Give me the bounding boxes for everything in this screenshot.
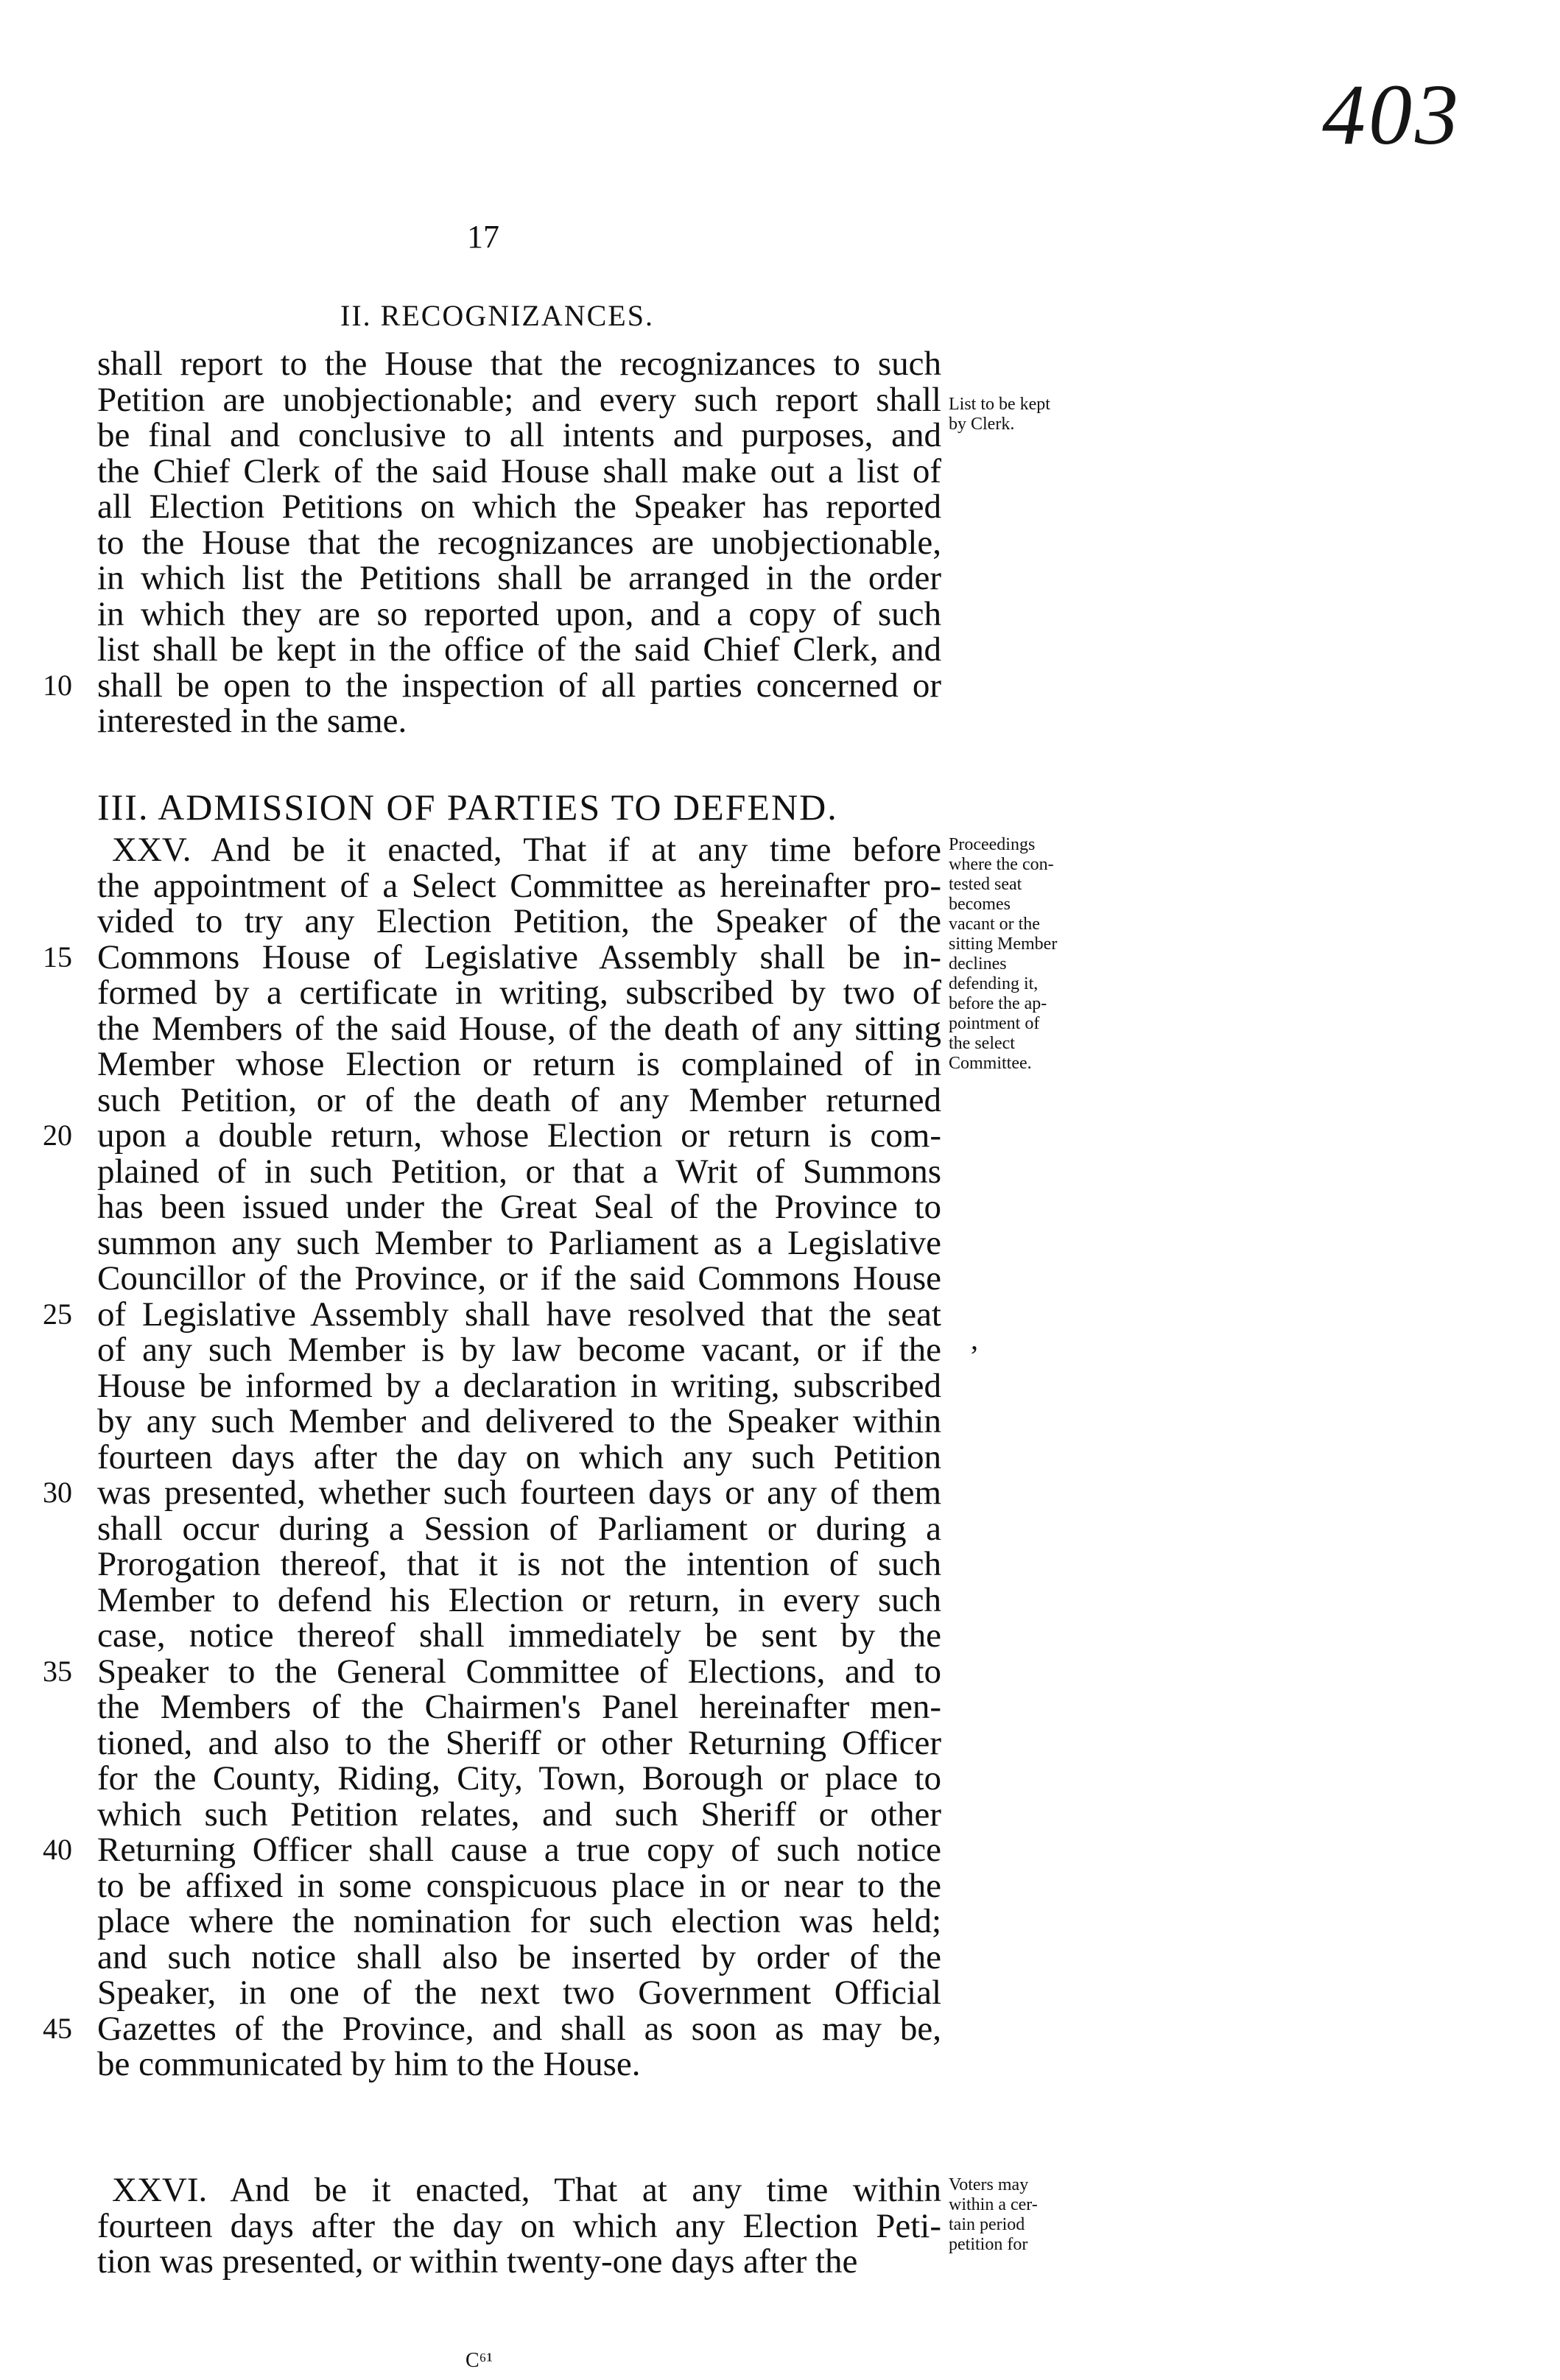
text-line bbox=[43, 937, 941, 976]
margin-note-line: pointment of bbox=[949, 1014, 1040, 1033]
margin-note-line: petition for bbox=[949, 2235, 1028, 2254]
text-line bbox=[97, 832, 941, 868]
text-line bbox=[97, 1368, 941, 1404]
line-text: plained of in such Petition, or that a Writ of Summons bbox=[97, 1152, 941, 1191]
text-line bbox=[97, 1618, 941, 1654]
line-text: which such Petition relates, and such Sheriff or other bbox=[97, 1795, 941, 1834]
text-line bbox=[97, 418, 941, 454]
line-text: such Petition, or of the death of any Member returned bbox=[97, 1080, 941, 1119]
line-text: in which list the Petitions shall be arranged in the order bbox=[97, 559, 941, 597]
margin-note-line: where the con- bbox=[949, 855, 1054, 874]
line-text: Commons House of Legislative Assembly shall be in- bbox=[97, 937, 941, 976]
line-number: 20 bbox=[43, 1119, 72, 1152]
margin-note-line: Committee. bbox=[949, 1054, 1032, 1073]
section-recognizances-text bbox=[43, 345, 1050, 740]
text-line bbox=[97, 1154, 941, 1190]
line-text: fourteen days after the day on which any such Petition bbox=[97, 1437, 941, 1476]
text-line bbox=[97, 1937, 941, 1976]
line-text: all Election Petitions on which the Speaker has reported bbox=[97, 487, 941, 526]
line-text: has been issued under the Great Seal of the Province to bbox=[97, 1188, 941, 1226]
line-text: XXVI. And be it enacted, That at any time within bbox=[112, 2171, 941, 2209]
text-line bbox=[97, 1332, 941, 1368]
line-text: shall be open to the inspection of all parties concerned or bbox=[97, 666, 941, 705]
margin-note-line: vacant or the bbox=[949, 915, 1040, 934]
text-line bbox=[97, 489, 941, 525]
margin-note-line: within a cer- bbox=[949, 2195, 1038, 2214]
catchword: C⁶¹ bbox=[465, 2349, 493, 2372]
line-text: the Members of the said House, of the death of any sitting bbox=[97, 1009, 941, 1048]
line-text: place where the nomination for such election was held; bbox=[97, 1902, 941, 1940]
line-text: interested in the same. bbox=[97, 702, 407, 740]
line-text: XXV. And be it enacted, That if at any time before bbox=[112, 831, 941, 869]
line-text: the Chief Clerk of the said House shall make out a list of bbox=[97, 451, 941, 490]
text-line bbox=[97, 703, 941, 739]
line-number: 10 bbox=[43, 668, 72, 702]
line-text: Returning Officer shall cause a true copy of such notice bbox=[97, 1831, 941, 1869]
text-line bbox=[43, 1831, 941, 1869]
text-line bbox=[97, 1511, 941, 1547]
stray-mark: , bbox=[971, 1323, 978, 1356]
margin-note bbox=[949, 395, 1096, 434]
line-text: summon any such Member to Parliament as a Legislative bbox=[97, 1223, 941, 1262]
text-line bbox=[97, 632, 941, 668]
line-text: the appointment of a Select Committee as hereinafter pro- bbox=[97, 866, 941, 905]
text-line bbox=[97, 2244, 941, 2280]
text-line bbox=[97, 1797, 941, 1833]
line-number: 30 bbox=[43, 1476, 72, 1509]
text-line bbox=[43, 1652, 941, 1691]
line-text: Member to defend his Election or return, in every such bbox=[97, 1580, 941, 1619]
margin-note bbox=[949, 2175, 1096, 2255]
text-line bbox=[97, 382, 941, 418]
text-line bbox=[97, 975, 941, 1011]
line-number: 35 bbox=[43, 1654, 72, 1688]
line-text: Member whose Election or return is complained of in bbox=[97, 1045, 941, 1083]
line-text: by any such Member and delivered to the Speaker within bbox=[97, 1402, 941, 1440]
text-line bbox=[97, 1546, 941, 1582]
text-line bbox=[97, 2208, 941, 2245]
margin-note-line: the select bbox=[949, 1034, 1015, 1053]
text-line bbox=[97, 868, 941, 904]
line-text: to be affixed in some conspicuous place in or near to the bbox=[97, 1866, 941, 1905]
line-number: 15 bbox=[43, 940, 72, 974]
text-line bbox=[97, 1189, 941, 1225]
line-text: be final and conclusive to all intents and purposes, and bbox=[97, 416, 941, 454]
text-line bbox=[97, 904, 941, 940]
line-text: Prorogation thereof, that it is not the intention of such bbox=[97, 1545, 941, 1583]
line-text: list shall be kept in the office of the said Chief Clerk, and bbox=[97, 630, 941, 669]
margin-note-line: defending it, bbox=[949, 974, 1039, 993]
text-line bbox=[97, 560, 941, 596]
text-line bbox=[43, 1295, 941, 1334]
text-line bbox=[97, 1761, 941, 1797]
margin-note-line: List to be kept bbox=[949, 395, 1050, 414]
line-text: Speaker, in one of the next two Government Official bbox=[97, 1974, 941, 2012]
section-xxvi-text bbox=[97, 2171, 1038, 2281]
text-line bbox=[97, 1046, 941, 1082]
text-line bbox=[97, 451, 941, 490]
text-line bbox=[97, 1225, 941, 1261]
line-text: fourteen days after the day on which any Election Peti- bbox=[97, 2206, 941, 2245]
line-text: to the House that the recognizances are unobjectionable, bbox=[97, 523, 941, 562]
line-text: upon a double return, whose Election or return is com- bbox=[97, 1116, 941, 1155]
text-line bbox=[97, 1904, 941, 1940]
margin-note-line: by Clerk. bbox=[949, 415, 1015, 434]
line-text: and such notice shall also be inserted by order of the bbox=[97, 1937, 941, 1976]
line-text: Councillor of the Province, or if the said Commons House bbox=[97, 1259, 941, 1298]
line-text: Gazettes of the Province, and shall as soon as may be, bbox=[97, 2009, 941, 2048]
text-line bbox=[97, 1011, 941, 1047]
text-line bbox=[43, 1116, 941, 1155]
text-line bbox=[97, 2046, 941, 2082]
text-line bbox=[97, 2172, 941, 2208]
text-line bbox=[97, 1437, 941, 1476]
margin-note bbox=[949, 835, 1096, 1074]
line-text: formed by a certificate in writing, subscribed by two of bbox=[97, 974, 941, 1012]
line-text: shall report to the House that the recognizances to such bbox=[97, 345, 941, 383]
line-text: Petition are unobjectionable; and every such report shall bbox=[97, 380, 941, 419]
text-line bbox=[97, 596, 941, 633]
line-text: the Members of the Chairmen's Panel hereinafter men- bbox=[97, 1688, 941, 1726]
text-line bbox=[97, 1082, 941, 1119]
line-text: tioned, and also to the Sheriff or other Returning Officer bbox=[97, 1723, 941, 1762]
line-text: in which they are so reported upon, and a copy of such bbox=[97, 594, 941, 633]
margin-note-line: becomes bbox=[949, 895, 1011, 914]
text-line bbox=[97, 1975, 941, 2011]
margin-note-line: Voters may bbox=[949, 2175, 1029, 2194]
section-heading-admission: III. ADMISSION OF PARTIES TO DEFEND. bbox=[97, 786, 838, 828]
folio-number: 403 bbox=[1322, 66, 1461, 163]
margin-note-line: tain period bbox=[949, 2215, 1025, 2234]
margin-note-line: before the ap- bbox=[949, 994, 1047, 1013]
margin-note-line: declines bbox=[949, 954, 1007, 974]
text-line bbox=[43, 1474, 941, 1512]
line-text: House be informed by a declaration in writing, subscribed bbox=[97, 1366, 941, 1405]
text-line bbox=[43, 2009, 941, 2048]
section-xxv-text bbox=[43, 831, 1058, 2083]
line-text: shall occur during a Session of Parliament or during a bbox=[97, 1509, 941, 1548]
text-line bbox=[97, 1404, 941, 1440]
text-line bbox=[97, 1689, 941, 1725]
text-line bbox=[43, 666, 941, 705]
line-number: 40 bbox=[43, 1833, 72, 1866]
page-number: 17 bbox=[467, 219, 499, 255]
line-text: Speaker to the General Committee of Elections, and to bbox=[97, 1652, 941, 1691]
running-head: II. RECOGNIZANCES. bbox=[340, 299, 654, 332]
line-text: case, notice thereof shall immediately be sent by the bbox=[97, 1616, 941, 1655]
text-line bbox=[97, 525, 941, 561]
line-text: of Legislative Assembly shall have resolved that the seat bbox=[97, 1295, 941, 1334]
line-text: tion was presented, or within twenty-one days after the bbox=[97, 2242, 858, 2281]
line-text: for the County, Riding, City, Town, Borough or place to bbox=[97, 1759, 941, 1798]
margin-note-line: sitting Member bbox=[949, 934, 1058, 954]
text-line bbox=[97, 1582, 941, 1619]
line-number: 45 bbox=[43, 2011, 72, 2045]
line-number: 25 bbox=[43, 1297, 72, 1331]
text-line bbox=[97, 346, 941, 382]
line-text: vided to try any Election Petition, the Speaker of the bbox=[97, 902, 941, 940]
text-line bbox=[97, 1725, 941, 1761]
text-line bbox=[97, 1261, 941, 1297]
margin-note-line: Proceedings bbox=[949, 835, 1036, 854]
line-text: be communicated by him to the House. bbox=[97, 2045, 641, 2083]
line-text: of any such Member is by law become vacant, or if the bbox=[97, 1331, 941, 1369]
margin-note-line: tested seat bbox=[949, 875, 1022, 894]
text-line bbox=[97, 1868, 941, 1904]
line-text: was presented, whether such fourteen days or any of them bbox=[97, 1474, 941, 1512]
